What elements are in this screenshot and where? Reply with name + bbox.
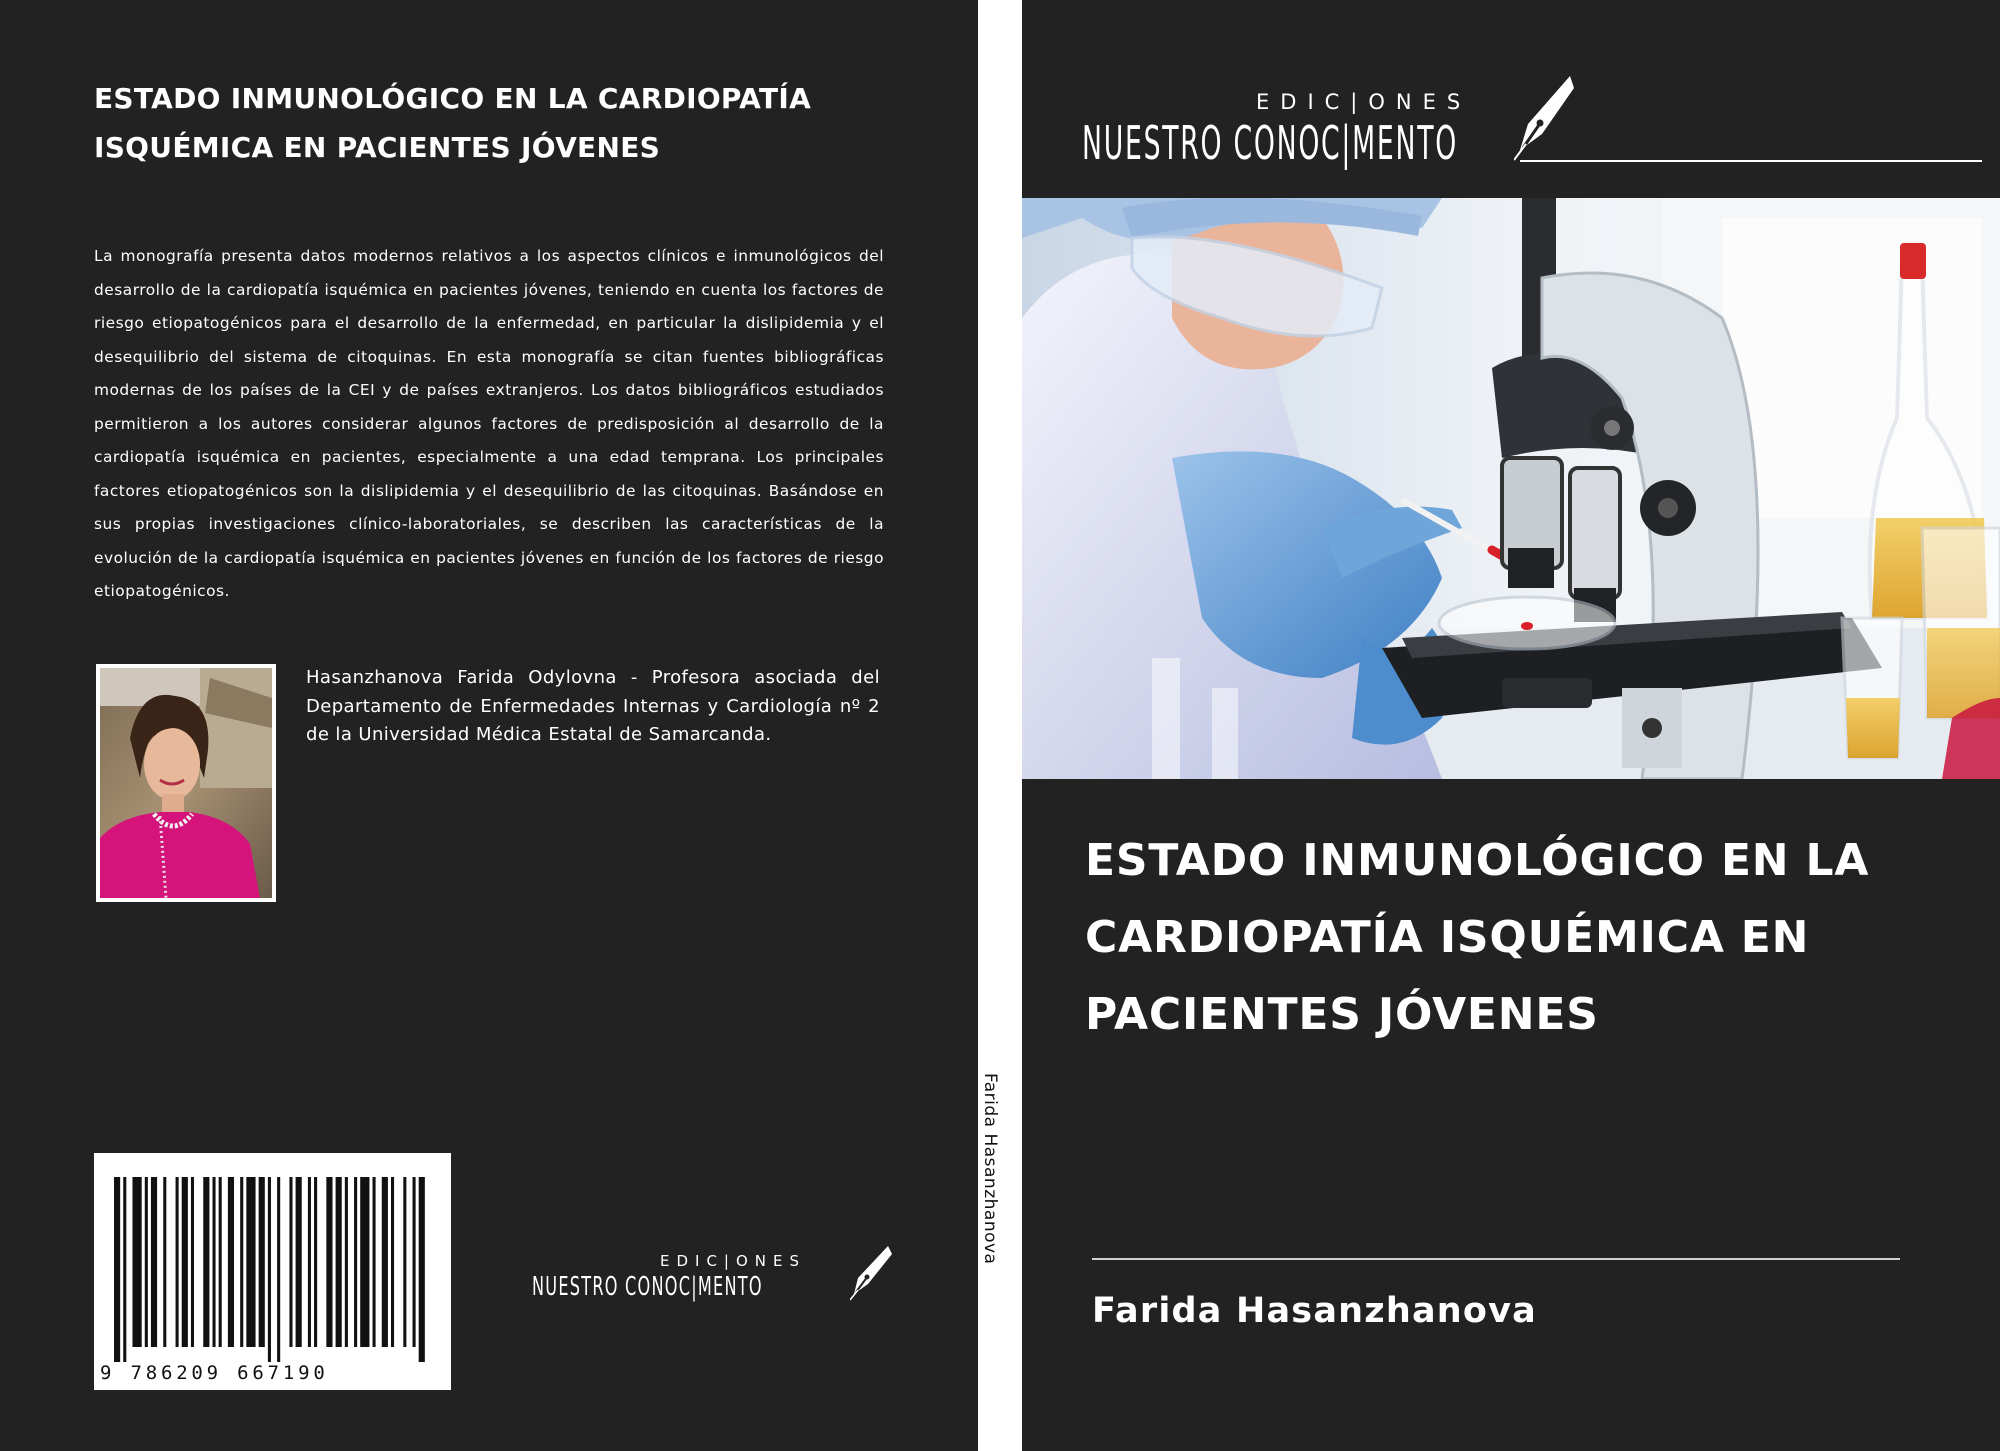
- spine-author: Farida Hasanzhanova: [980, 1073, 1000, 1265]
- barcode-bar: [391, 1177, 394, 1347]
- back-cover-title: ESTADO INMUNOLÓGICO EN LA CARDIOPATÍA ISQUÉMICA EN PACIENTES JÓVENES: [94, 82, 812, 164]
- publisher-logo-line1: EDIC|ONES: [660, 1252, 807, 1270]
- barcode-bar: [382, 1177, 388, 1347]
- barcode-bar: [336, 1177, 342, 1347]
- front-cover-divider: [1092, 1258, 1900, 1260]
- cover-photo-image: [1022, 198, 2000, 779]
- barcode-bar: [240, 1177, 243, 1347]
- barcode-bar: [345, 1177, 348, 1347]
- barcode-bar: [191, 1177, 194, 1347]
- barcode-bar: [246, 1177, 255, 1347]
- publisher-logo-line2: NUESTRO CONOC|MENTO: [532, 1272, 763, 1302]
- barcode-bar: [114, 1177, 120, 1365]
- barcode-bar: [296, 1177, 302, 1347]
- barcode-bar: [151, 1177, 157, 1347]
- barcode-bar: [123, 1177, 126, 1365]
- barcode-bar: [268, 1177, 271, 1365]
- barcode-bar: [163, 1177, 166, 1347]
- author-photo: [96, 664, 276, 902]
- publisher-logo-line1: EDIC|ONES: [1256, 90, 1472, 114]
- author-portrait-image: [100, 668, 272, 898]
- publisher-logo-back: [532, 1250, 902, 1310]
- back-cover: [0, 0, 978, 1451]
- barcode-bar: [277, 1177, 280, 1365]
- isbn-digits: 9 786209 667190: [100, 1362, 445, 1384]
- barcode-bars: [114, 1177, 431, 1365]
- fountain-pen-nib-icon: [850, 1244, 894, 1302]
- front-cover-title: ESTADO INMUNOLÓGICO EN LA CARDIOPATÍA ISQUÉMICA EN PACIENTES JÓVENES: [1085, 835, 1870, 1040]
- barcode-bar: [132, 1177, 141, 1347]
- barcode-bar: [419, 1177, 425, 1365]
- barcode-bar: [145, 1177, 148, 1347]
- isbn-barcode: [94, 1153, 451, 1390]
- cover-photo-lab-microscope: [1022, 198, 2000, 779]
- barcode-bar: [228, 1177, 234, 1347]
- barcode-bar: [182, 1177, 188, 1347]
- barcode-bar: [314, 1177, 317, 1347]
- barcode-bar: [360, 1177, 369, 1347]
- barcode-bar: [203, 1177, 209, 1347]
- publisher-logo-front: [1082, 72, 1982, 172]
- barcode-bar: [354, 1177, 357, 1347]
- barcode-bar: [308, 1177, 311, 1347]
- barcode-bar: [403, 1177, 406, 1347]
- front-cover-author: Farida Hasanzhanova: [1092, 1291, 1537, 1331]
- author-bio: Hasanzhanova Farida Odylovna - Profesora asociada del Departamento de Enfermedades Internas y Cardiología nº 2 de la Universidad Médica Estatal de Samarcanda.: [306, 667, 880, 745]
- back-cover-blurb: La monografía presenta datos modernos relativos a los aspectos clínicos e inmunológicos del desarrollo de la cardiopatía isquémica en pacientes jóvenes, teniendo en cuenta los factores de riesgo etiopatogénicos para el desarrollo de la enfermedad, en particular la dislipidemia y el desequilibrio del sistema de citoquinas. En esta monografía se citan fuentes bibliográficas modernas de los países de la CEI y de países extranjeros. Los datos bibliográficos estudiados permitieron a los autores considerar algunos factores de predisposición al desarrollo de la cardiopatía isquémica en pacientes, especialmente a una edad temprana. Los principales factores etiopatogénicos son la dislipidemia y el desequilibrio de las citoquinas. Basándose en sus propias investigaciones clínico-laboratoriales, se describen las características de la evolución de la cardiopatía isquémica en pacientes jóvenes en función de los factores de riesgo etiopatogénicos.: [94, 247, 884, 600]
- barcode-bar: [176, 1177, 179, 1347]
- barcode-bar: [219, 1177, 222, 1347]
- barcode-bar: [326, 1177, 332, 1347]
- barcode-bar: [413, 1177, 416, 1347]
- barcode-bar: [259, 1177, 265, 1347]
- publisher-logo-line2: NUESTRO CONOC|MENTO: [1082, 116, 1458, 170]
- logo-rule: [1520, 160, 1982, 162]
- barcode-bar: [212, 1177, 215, 1347]
- barcode-bar: [373, 1177, 376, 1347]
- barcode-bar: [289, 1177, 292, 1347]
- fountain-pen-nib-icon: [1514, 72, 1576, 164]
